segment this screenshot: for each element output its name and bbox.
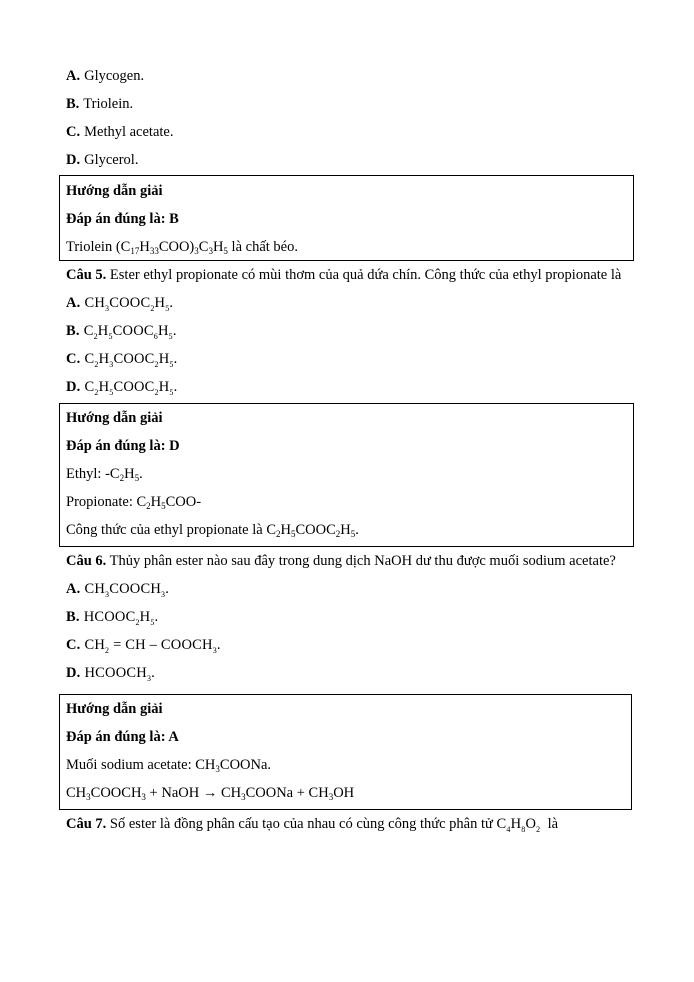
- solution-formula: Công thức của ethyl propionate là $C_2H_5COOC_2H_5$.: [66, 522, 359, 539]
- solution-equation: $CH_3COOCH_3$ + NaOH → $CH_3COONa + CH_3OH$: [66, 785, 355, 802]
- option-label: B.: [66, 96, 80, 112]
- option-a: A. $CH_3COOC_2H_5$.: [66, 295, 174, 313]
- solution-box-question-4: [59, 175, 634, 261]
- question-6: [66, 547, 636, 687]
- option-d: D. $C_2H_5COOC_2H_5$.: [66, 379, 178, 397]
- molecular-formula: $C_4H_8O_2$: [496, 816, 541, 834]
- question-7-stem: Câu 7. Số ester là đồng phân cấu tạo của nhau có cùng công thức phân tử $C_4H_8O_2$ là: [66, 816, 559, 834]
- question-6-stem: [66, 547, 636, 575]
- question-7: [66, 810, 636, 838]
- solution-box-question-5: [59, 403, 634, 547]
- solution-heading: Hướng dẫn giải: [66, 183, 163, 199]
- option-a: A. $CH_3COOCH_3$.: [66, 581, 170, 599]
- question-4-options: [66, 62, 636, 174]
- option-label: D.: [66, 152, 81, 168]
- option-c: [66, 118, 636, 146]
- option-d: D. $HCOOCH_3$.: [66, 665, 155, 683]
- option-d: [66, 146, 636, 174]
- solution-salt: Muối sodium acetate: $CH_3COONa$.: [66, 757, 272, 774]
- question-number: Câu 5.: [66, 267, 107, 283]
- correct-answer: Đáp án đúng là: D: [66, 438, 180, 454]
- option-text: Glycogen.: [84, 68, 145, 84]
- option-c: C. $CH_2$ = CH – $COOCH_3$.: [66, 637, 221, 655]
- option-b: B. $HCOOC_2H_5$.: [66, 609, 159, 627]
- document-page: [66, 62, 636, 838]
- question-text: Ester ethyl propionate có mùi thơm của quả dứa chín. Công thức của ethyl propionate là: [106, 267, 622, 283]
- option-b: B. $C_2H_5COOC_6H_5$.: [66, 323, 177, 341]
- solution-propionate: Propionate: $C_2H_5COO-$: [66, 494, 202, 511]
- solution-explanation: Triolein $(C_{17}H_{33}COO)_3C_3H_5$ là chất béo.: [66, 239, 298, 256]
- question-number: Câu 7.: [66, 816, 107, 832]
- option-text: Glycerol.: [84, 152, 139, 168]
- option-text: Methyl acetate.: [84, 124, 174, 140]
- option-text: Triolein.: [83, 96, 134, 112]
- option-a: [66, 62, 636, 90]
- option-b: [66, 90, 636, 118]
- question-text: Thủy phân ester nào sau đây trong dung dịch NaOH dư thu được muối sodium acetate?: [106, 553, 616, 569]
- solution-heading: Hướng dẫn giải: [66, 410, 163, 426]
- option-label: A.: [66, 68, 81, 84]
- correct-answer: Đáp án đúng là: A: [66, 729, 179, 745]
- option-label: C.: [66, 124, 81, 140]
- question-number: Câu 6.: [66, 553, 107, 569]
- solution-box-question-6: [59, 694, 632, 810]
- question-5: [66, 261, 636, 401]
- solution-heading: Hướng dẫn giải: [66, 701, 163, 717]
- question-5-stem: [66, 261, 636, 289]
- option-c: C. $C_2H_3COOC_2H_5$.: [66, 351, 178, 369]
- question-text: Số ester là đồng phân cấu tạo của nhau có cùng công thức phân tử: [106, 816, 497, 832]
- correct-answer: Đáp án đúng là: B: [66, 211, 179, 227]
- solution-ethyl: Ethyl: $-C_2H_5$.: [66, 466, 143, 483]
